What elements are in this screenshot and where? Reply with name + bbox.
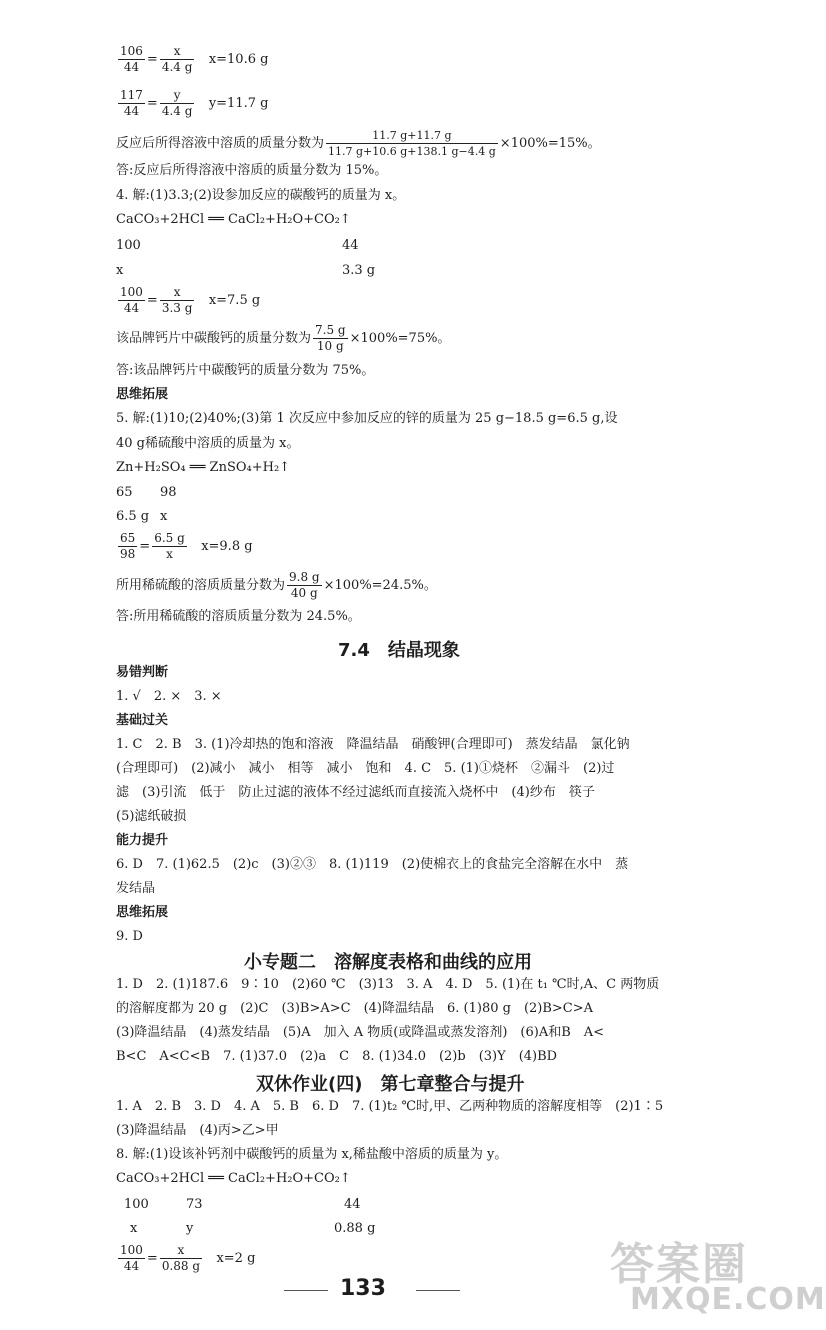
answer-line: B<C A<C<B 7. (1)37.0 (2)a C 8. (1)34.0 (2)b (3)Y (4)BD	[116, 1049, 558, 1064]
equation-line: 该品牌钙片中碳酸钙的质量分数为 $\frac{7.5 g}{10 g}$ ×100%=75%。	[116, 323, 451, 353]
ratio-value: 98	[160, 485, 177, 500]
subheading: 思维拓展	[116, 387, 169, 402]
page-number-dash	[416, 1290, 460, 1291]
ratio-value: 100	[124, 1197, 149, 1212]
equation-line: $\frac{100}{44}$ = $\frac{x}{0.88 g}$ x=2 g	[120, 1243, 256, 1273]
equation-line: $\frac{100}{44}$ = $\frac{x}{3.3 g}$ x=7.5 g	[120, 285, 261, 315]
answer-line: 1. √ 2. × 3. ×	[116, 689, 222, 704]
solution-line: 5. 解:(1)10;(2)40%;(3)第 1 次反应中参加反应的锌的质量为 25 g−18.5 g=6.5 g,设	[116, 411, 618, 426]
equation-line: 反应后所得溶液中溶质的质量分数为 $\frac{11.7 g+11.7 g}{11.7 g+10.6 g+138.1 g-4.4 g}$ ×100%=15%。	[116, 129, 601, 158]
solution-line: 4. 解:(1)3.3;(2)设参加反应的碳酸钙的质量为 x。	[116, 188, 406, 203]
answer-line: 的溶解度都为 20 g (2)C (3)B>A>C (4)降温结晶 6. (1)80 g (2)B>C>A	[116, 1001, 594, 1016]
ratio-value: 65	[116, 485, 133, 500]
subheading: 易错判断	[116, 665, 169, 680]
equation-line: $\frac{117}{44}$ = $\frac{y}{4.4 g}$ y=11.7 g	[120, 88, 269, 118]
ratio-value: 100	[116, 238, 141, 253]
ratio-value: 6.5 g	[116, 509, 150, 524]
subheading: 能力提升	[116, 833, 169, 848]
ratio-value: y	[186, 1221, 194, 1236]
ratio-value: 3.3 g	[342, 263, 376, 278]
ratio-value: 44	[344, 1197, 361, 1212]
answer-line: 答:该品牌钙片中碳酸钙的质量分数为 75%。	[116, 363, 375, 378]
ratio-value: x	[116, 263, 124, 278]
solution-line: 8. 解:(1)设该补钙剂中碳酸钙的质量为 x,稀盐酸中溶质的质量为 y。	[116, 1147, 508, 1162]
equation-line: 所用稀硫酸的溶质质量分数为 $\frac{9.8 g}{40 g}$ ×100%=24.5%。	[116, 570, 437, 600]
answer-line: 1. A 2. B 3. D 4. A 5. B 6. D 7. (1)t₂ ℃时,甲、乙两种物质的溶解度相等 (2)1∶5	[116, 1099, 664, 1114]
page-number-dash	[284, 1290, 328, 1291]
ratio-value: 44	[342, 238, 359, 253]
answer-line: 答:所用稀硫酸的溶质质量分数为 24.5%。	[116, 609, 361, 624]
answer-line: 9. D	[116, 929, 143, 944]
watermark-text: 答案圈	[610, 1239, 748, 1290]
chemical-equation: CaCO₃+2HCl ══ CaCl₂+H₂O+CO₂↑	[116, 1171, 351, 1186]
answer-line: 6. D 7. (1)62.5 (2)c (3)②③ 8. (1)119 (2)使棉衣上的食盐完全溶解在水中 蒸	[116, 857, 629, 872]
answer-line: 发结晶	[116, 881, 156, 896]
equation-line: $\frac{106}{44}$ = $\frac{x}{4.4 g}$ x=10.6 g	[120, 44, 269, 74]
answer-line: (合理即可) (2)减小 减小 相等 减小 饱和 4. C 5. (1)①烧杯 ②漏斗 (2)过	[116, 761, 615, 776]
answer-line: 滤 (3)引流 低于 防止过滤的液体不经过滤纸而直接流入烧杯中 (4)纱布 筷子	[116, 785, 595, 800]
page-number: 133	[340, 1276, 386, 1301]
answer-line: (3)降温结晶 (4)蒸发结晶 (5)A 加入 A 物质(或降温或蒸发溶剂) (6)A和B A<	[116, 1025, 605, 1040]
subheading: 思维拓展	[116, 905, 169, 920]
ratio-value: 0.88 g	[334, 1221, 376, 1236]
watermark-url: MXQE.COM	[630, 1282, 826, 1317]
answer-line: 1. D 2. (1)187.6 9∶10 (2)60 ℃ (3)13 3. A 4. D 5. (1)在 t₁ ℃时,A、C 两物质	[116, 977, 660, 992]
subheading: 基础过关	[116, 713, 169, 728]
chemical-equation: Zn+H₂SO₄ ══ ZnSO₄+H₂↑	[116, 460, 291, 475]
answer-line: 1. C 2. B 3. (1)冷却热的饱和溶液 降温结晶 硝酸钾(合理即可) 蒸发结晶 氯化钠	[116, 737, 630, 752]
section-heading: 小专题二 溶解度表格和曲线的应用	[244, 952, 532, 973]
solution-line: 40 g稀硫酸中溶质的质量为 x。	[116, 436, 300, 451]
section-heading: 双休作业(四) 第七章整合与提升	[256, 1074, 525, 1095]
answer-line: 答:反应后所得溶液中溶质的质量分数为 15%。	[116, 163, 388, 178]
chemical-equation: CaCO₃+2HCl ══ CaCl₂+H₂O+CO₂↑	[116, 212, 351, 227]
answer-line: (5)滤纸破损	[116, 809, 187, 824]
section-heading: 7.4 结晶现象	[338, 640, 460, 661]
watermark-logo	[590, 1220, 826, 1330]
ratio-value: 73	[186, 1197, 203, 1212]
equation-line: $\frac{65}{98}$ = $\frac{6.5 g}{x}$ x=9.8 g	[120, 531, 253, 561]
ratio-value: x	[160, 509, 168, 524]
ratio-value: x	[130, 1221, 138, 1236]
answer-line: (3)降温结晶 (4)丙>乙>甲	[116, 1123, 279, 1138]
